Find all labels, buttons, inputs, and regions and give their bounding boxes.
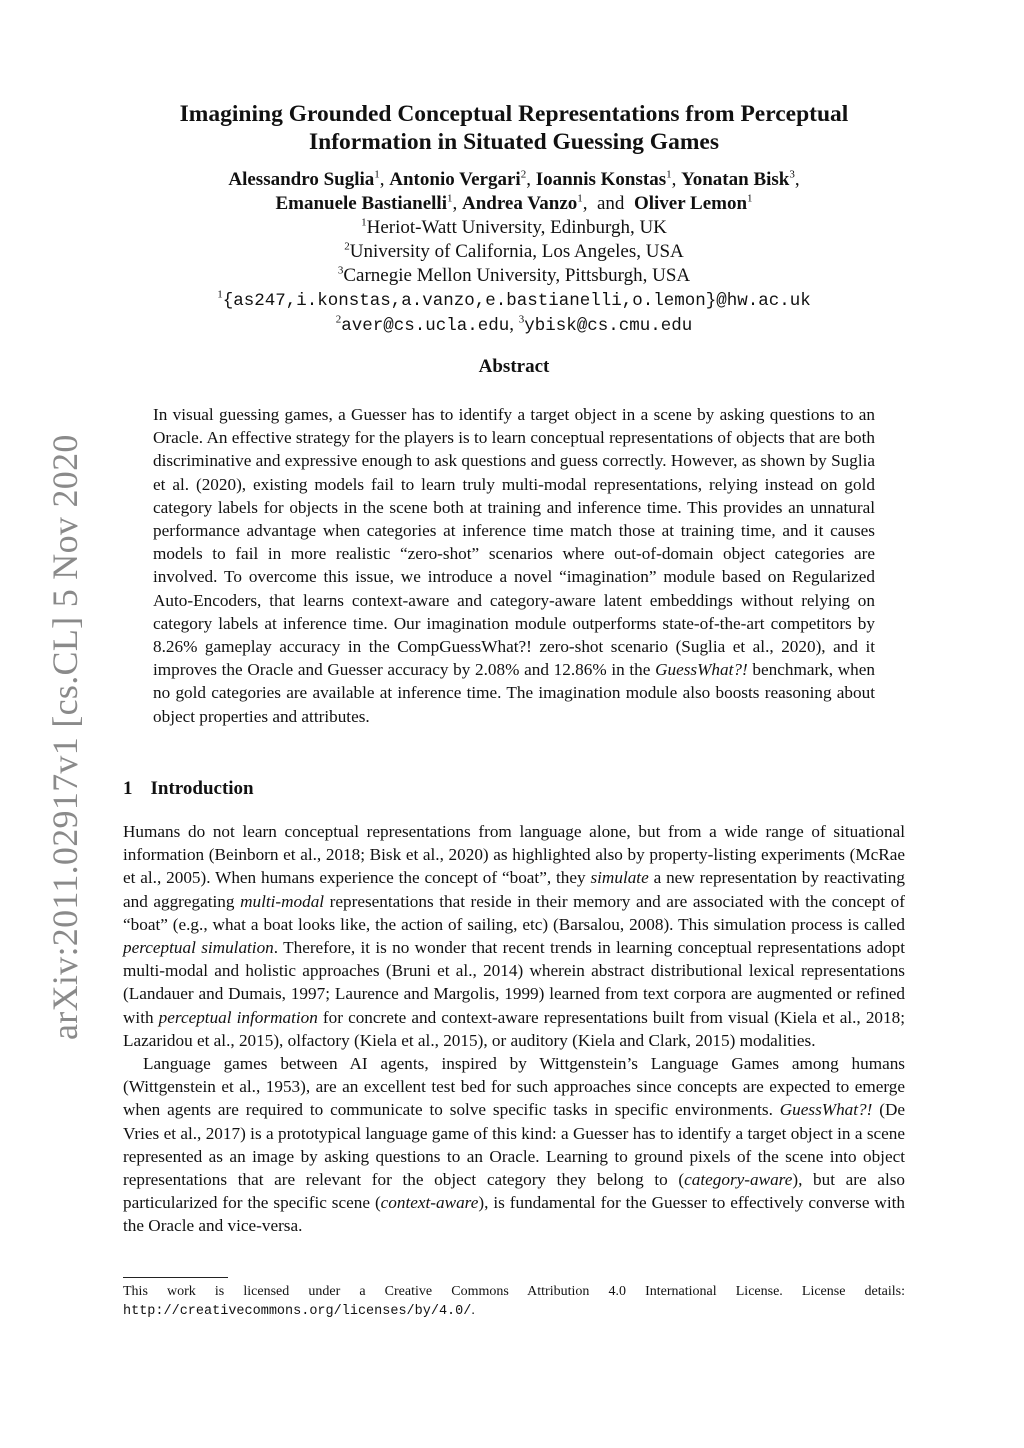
author-line-1: Alessandro Suglia$^1$, Antonio Vergari$^2$, Ioannis Konstas$^1$, Yonatan Bisk$^3$, <box>228 168 800 190</box>
abstract-body: In visual guessing games, a Guesser has to identify a target object in a scene by asking questions to an Oracle. An effective strategy for the players is to learn conceptual representations of objects that are both discriminative and expressive enough to ask questions and guess correctly. However, as shown by Suglia et al. (2020), existing models fail to learn truly multi-modal representations, relying instead on gold category labels for objects in the scene both at training and inference time. This provides an unnatural performance advantage when categories at inference time match those at training time, and it causes models to fail in more realistic “zero-shot” scenarios where out-of-domain object categories are involved. To overcome this issue, we introduce a novel “imagination” module based on Regularized Auto-Encoders, that learns context-aware and category-aware latent embeddings without relying on category labels at inference time. Our imagination module outperforms state-of-the-art competitors by 8.26% gameplay accuracy in the CompGuessWhat?! zero-shot scenario (Suglia et al., 2020), and it improves the Oracle and Guesser accuracy by 2.08% and 12.86% in the GuessWhat?! benchmark, when no gold categories are available at inference time. The imagination module also boosts reasoning about object properties and attributes. <box>153 405 875 726</box>
author-name: Andrea Vanzo <box>461 193 578 214</box>
email[interactable]: ybisk@cs.cmu.edu <box>524 316 693 336</box>
author-name: Yonatan Bisk <box>681 169 790 190</box>
author-name: Alessandro Suglia <box>228 169 375 190</box>
email-line-1: $^1${as247,i.konstas,a.vanzo,e.bastianelli,o.lemon}@hw.ac.uk <box>217 288 811 311</box>
title-line-2: Information in Situated Guessing Games <box>309 129 719 155</box>
email[interactable]: aver@cs.ucla.edu <box>341 316 510 336</box>
author-name: Antonio Vergari <box>389 169 521 190</box>
arxiv-identifier: arXiv:2011.02917v1 [cs.CL] 5 Nov 2020 <box>45 434 85 1040</box>
author-block <box>120 168 908 338</box>
affiliation: $^3$Carnegie Mellon University, Pittsburgh, USA <box>337 264 691 286</box>
license-link[interactable]: http://creativecommons.org/licenses/by/4.0/ <box>123 1304 472 1319</box>
footnote-rule <box>123 1277 228 1278</box>
affiliation: $^1$Heriot-Watt University, Edinburgh, UK <box>361 216 667 238</box>
section-heading-introduction <box>123 778 272 800</box>
section-number: 1 <box>123 778 133 799</box>
title-line-1: Imagining Grounded Conceptual Representations from Perceptual <box>179 101 849 127</box>
footnote: This work is licensed under a Creative Commons Attribution 4.0 International License. License details: http://creativecommons.org/licenses/by/4.0/. <box>123 1284 905 1319</box>
abstract-heading: Abstract <box>478 356 550 377</box>
introduction-body <box>123 820 905 1238</box>
email-line-2: $^2$aver@cs.ucla.edu, $^3$ybisk@cs.cmu.edu <box>335 313 693 336</box>
author-name: Emanuele Bastianelli <box>275 193 447 214</box>
affiliation: $^2$University of California, Los Angeles, USA <box>344 240 684 262</box>
paragraph: Humans do not learn conceptual representations from language alone, but from a wide range of situational information (Beinborn et al., 2018; Bisk et al., 2020) as highlighted also by property-listing experiments (McRae et al., 2005). When humans experience the concept of “boat”, they simulate a new representation by reactivating and aggregating multi-modal representations that reside in their memory and are associated with the concept of “boat” (e.g., what a boat looks like, the action of sailing, etc) (Barsalou, 2008). This simulation process is called perceptual simulation. Therefore, it is no wonder that recent trends in learning conceptual representations adopt multi-modal and holistic approaches (Bruni et al., 2014) wherein abstract distributional lexical representations (Landauer and Dumais, 1997; Laurence and Margolis, 1999) learned from text corpora are augmented or refined with perceptual information for concrete and context-aware representations built from visual (Kiela et al., 2018; Lazaridou et al., 2015), olfactory (Kiela et al., 2015), or auditory (Kiela and Clark, 2015) modalities. <box>123 822 905 1050</box>
author-name: Ioannis Konstas <box>535 169 667 190</box>
section-title: Introduction <box>150 778 254 799</box>
author-line-2: Emanuele Bastianelli$^1$, Andrea Vanzo$^1$, and Oliver Lemon$^1$ <box>275 192 753 214</box>
author-name: Oliver Lemon <box>633 193 748 214</box>
paragraph: Language games between AI agents, inspired by Wittgenstein’s Language Games among humans (Wittgenstein et al., 1953), are an excellent test bed for such approaches since concepts are expected to emerge when agents are required to communicate to solve specific tasks in specific environments. GuessWhat?! (De Vries et al., 2017) is a prototypical language game of this kind: a Guesser has to identify a target object in a scene represented as an image by asking questions to an Oracle. Learning to ground pixels of the scene into object representations that are relevant for the object category they belong to (category-aware), but are also particularized for the specific scene (context-aware), is fundamental for the Guesser to effectively converse with the Oracle and vice-versa. <box>123 1054 906 1236</box>
email[interactable]: {as247,i.konstas,a.vanzo,e.bastianelli,o.lemon}@hw.ac.uk <box>222 291 811 311</box>
paper-title <box>120 100 908 156</box>
